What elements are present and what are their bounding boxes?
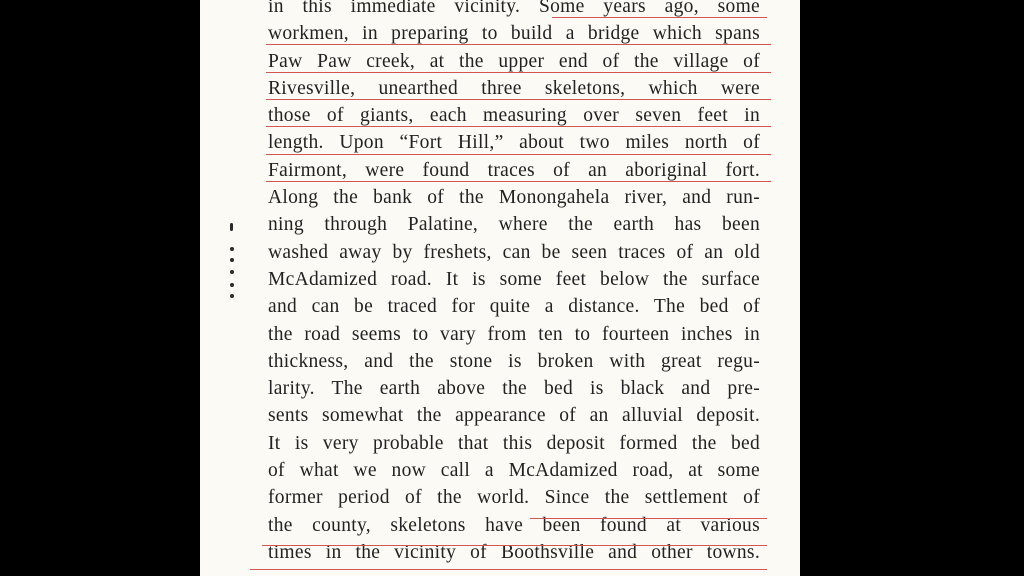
- text-line-1: in this immediate vicinity. Some years ago, some: [268, 0, 760, 17]
- text-line-3: Paw Paw creek, at the upper end of the village of: [268, 51, 760, 72]
- text-line-21: times in the vicinity of Boothsville and other towns.: [268, 542, 760, 563]
- text-line-2: workmen, in preparing to build a bridge which spans: [268, 23, 760, 44]
- text-line-8: Along the bank of the Monongahela river, and run-: [268, 187, 760, 208]
- highlight-underline: [250, 569, 767, 570]
- text-line-6: length. Upon “Fort Hill,” about two miles north of: [268, 132, 760, 153]
- text-line-7: Fairmont, were found traces of an aboriginal fort.: [268, 160, 760, 181]
- text-line-10: washed away by freshets, can be seen traces of an old: [268, 242, 760, 263]
- text-line-20: the county, skeletons have been found at various: [268, 515, 760, 536]
- margin-mark: [230, 294, 234, 298]
- book-page: [200, 0, 800, 576]
- highlight-underline: [266, 44, 771, 45]
- text-line-11: McAdamized road. It is some feet below the surface: [268, 269, 760, 290]
- highlight-underline: [262, 545, 767, 546]
- margin-mark: [230, 283, 234, 287]
- highlight-underline: [266, 154, 771, 155]
- text-line-12: and can be traced for quite a distance. The bed of: [268, 296, 760, 317]
- highlight-underline: [266, 72, 771, 73]
- margin-mark: [230, 223, 233, 231]
- margin-mark: [230, 258, 234, 262]
- text-line-14: thickness, and the stone is broken with great regu-: [268, 351, 760, 372]
- margin-mark: [230, 247, 234, 251]
- margin-mark: [230, 270, 234, 274]
- text-line-9: ning through Palatine, where the earth has been: [268, 214, 760, 235]
- highlight-underline: [552, 17, 767, 18]
- highlight-underline: [530, 518, 767, 519]
- text-line-18: of what we now call a McAdamized road, at some: [268, 460, 760, 481]
- highlight-underline: [266, 99, 771, 100]
- text-line-16: sents somewhat the appearance of an alluvial deposit.: [268, 405, 760, 426]
- text-line-4: Rivesville, unearthed three skeletons, which were: [268, 78, 760, 99]
- text-line-17: It is very probable that this deposit formed the bed: [268, 433, 760, 454]
- text-line-13: the road seems to vary from ten to fourteen inches in: [268, 324, 760, 345]
- highlight-underline: [266, 126, 771, 127]
- text-line-15: larity. The earth above the bed is black and pre-: [268, 378, 760, 399]
- text-line-19: former period of the world. Since the settlement of: [268, 487, 760, 508]
- highlight-underline: [266, 181, 771, 182]
- text-line-5: those of giants, each measuring over seven feet in: [268, 105, 760, 126]
